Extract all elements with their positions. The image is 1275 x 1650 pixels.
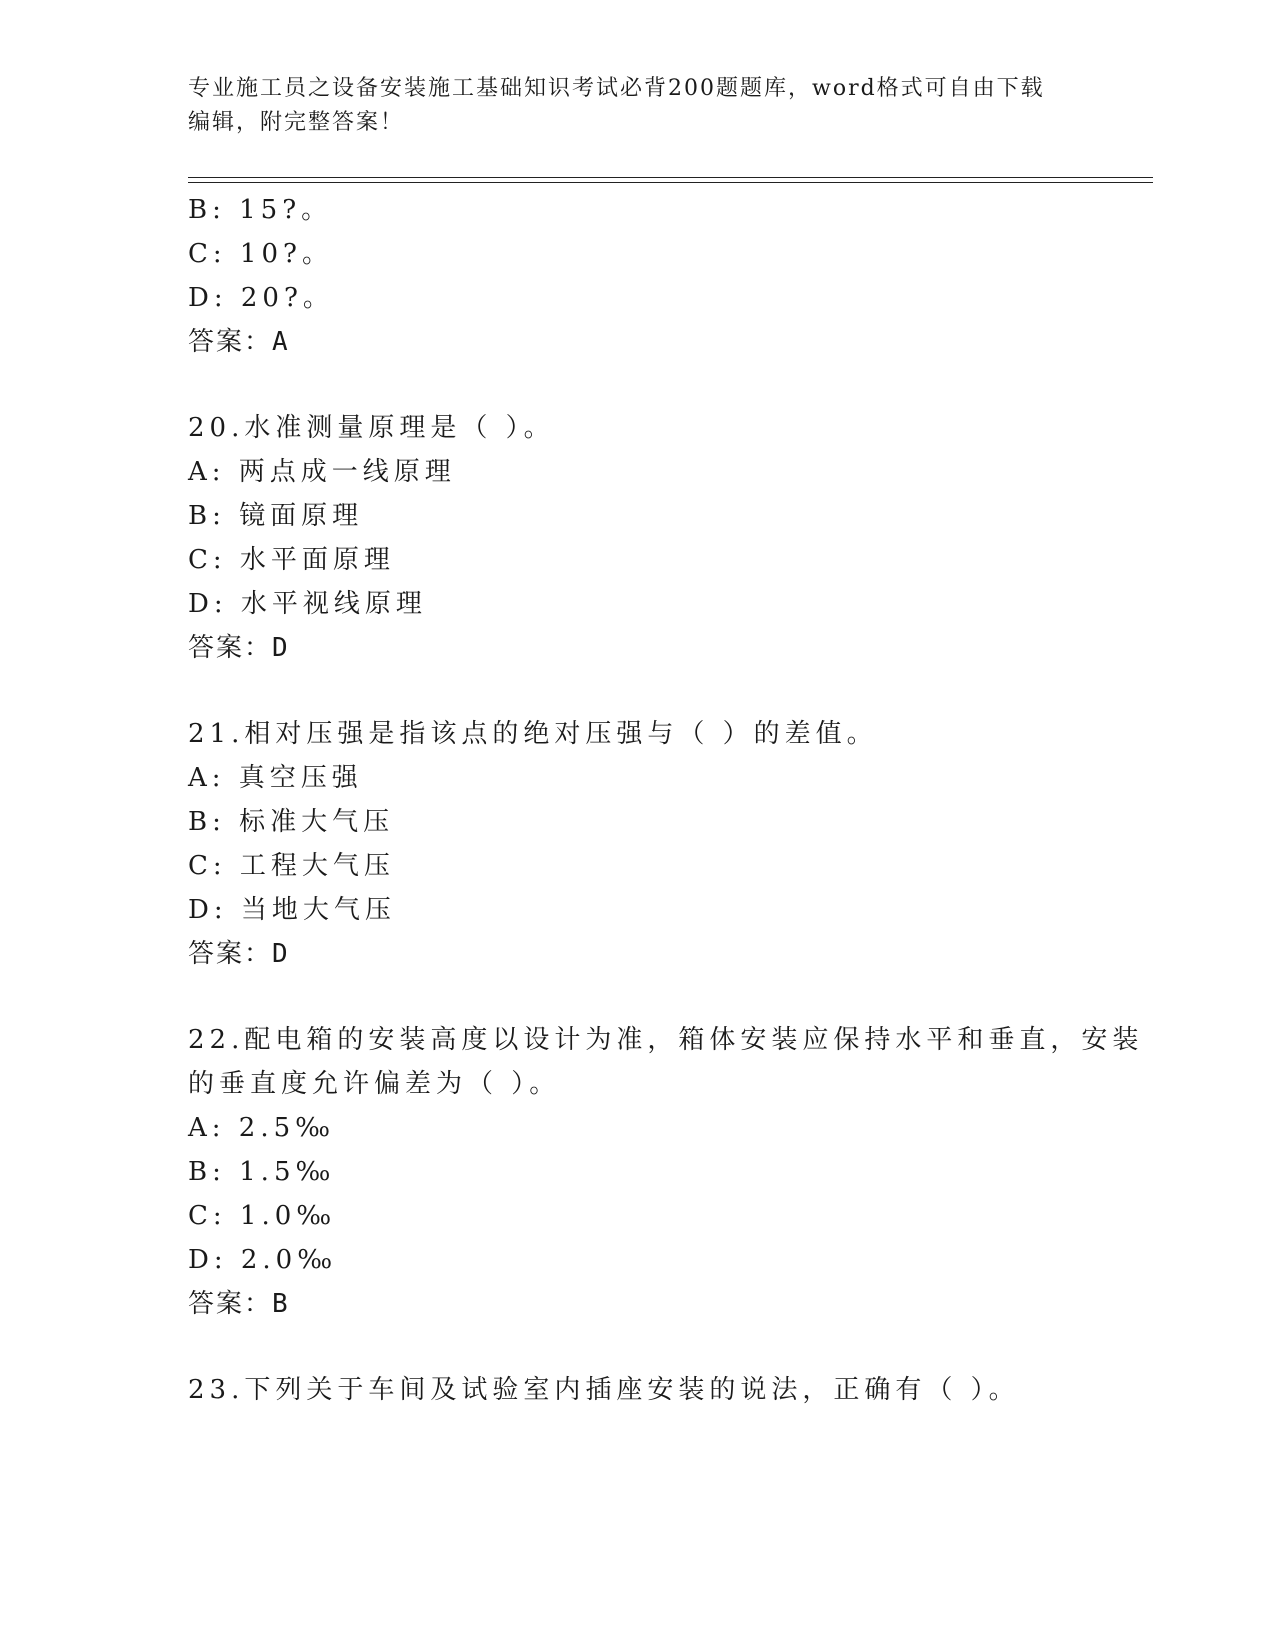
header-divider-top	[188, 177, 1153, 178]
q21-option-c: C: 工程大气压	[188, 851, 395, 881]
q20-stem: 20.水准测量原理是（ ）。	[188, 413, 555, 443]
q21-stem: 21.相对压强是指该点的绝对压强与（ ）的差值。	[188, 719, 878, 749]
q19-option-d: D: 20?。	[188, 283, 334, 313]
header-line-2: 编辑，附完整答案！	[188, 110, 405, 135]
q19-answer: 答案：A	[188, 327, 290, 357]
q21-option-b: B: 标准大气压	[188, 807, 395, 837]
q19-option-c: C: 10?。	[188, 239, 333, 269]
q22-answer: 答案：B	[188, 1289, 290, 1319]
q22-option-d: D: 2.0‰	[188, 1245, 338, 1275]
q22-option-c: C: 1.0‰	[188, 1201, 337, 1231]
document-header	[188, 72, 1088, 140]
q19-option-b: B: 15?。	[188, 195, 333, 225]
q21-answer: 答案：D	[188, 939, 290, 969]
q22-option-b: B: 1.5‰	[188, 1157, 336, 1187]
q20-option-c: C: 水平面原理	[188, 545, 395, 575]
q20-option-d: D: 水平视线原理	[188, 589, 427, 619]
q20-answer: 答案：D	[188, 633, 290, 663]
q21-option-d: D: 当地大气压	[188, 895, 396, 925]
header-line-1: 专业施工员之设备安装施工基础知识考试必背200题题库，word格式可自由下载	[188, 76, 1045, 101]
q22-option-a: A: 2.5‰	[188, 1113, 336, 1143]
q23-stem: 23.下列关于车间及试验室内插座安装的说法，正确有（ ）。	[188, 1375, 1020, 1405]
q21-option-a: A: 真空压强	[188, 763, 363, 793]
q20-option-a: A: 两点成一线原理	[188, 457, 456, 487]
q20-option-b: B: 镜面原理	[188, 501, 364, 531]
q22-stem-line-2: 的垂直度允许偏差为（ ）。	[188, 1069, 561, 1099]
q22-stem-line-1: 22.配电箱的安装高度以设计为准，箱体安装应保持水平和垂直，安装	[188, 1025, 1144, 1055]
header-divider-bottom	[188, 182, 1153, 183]
